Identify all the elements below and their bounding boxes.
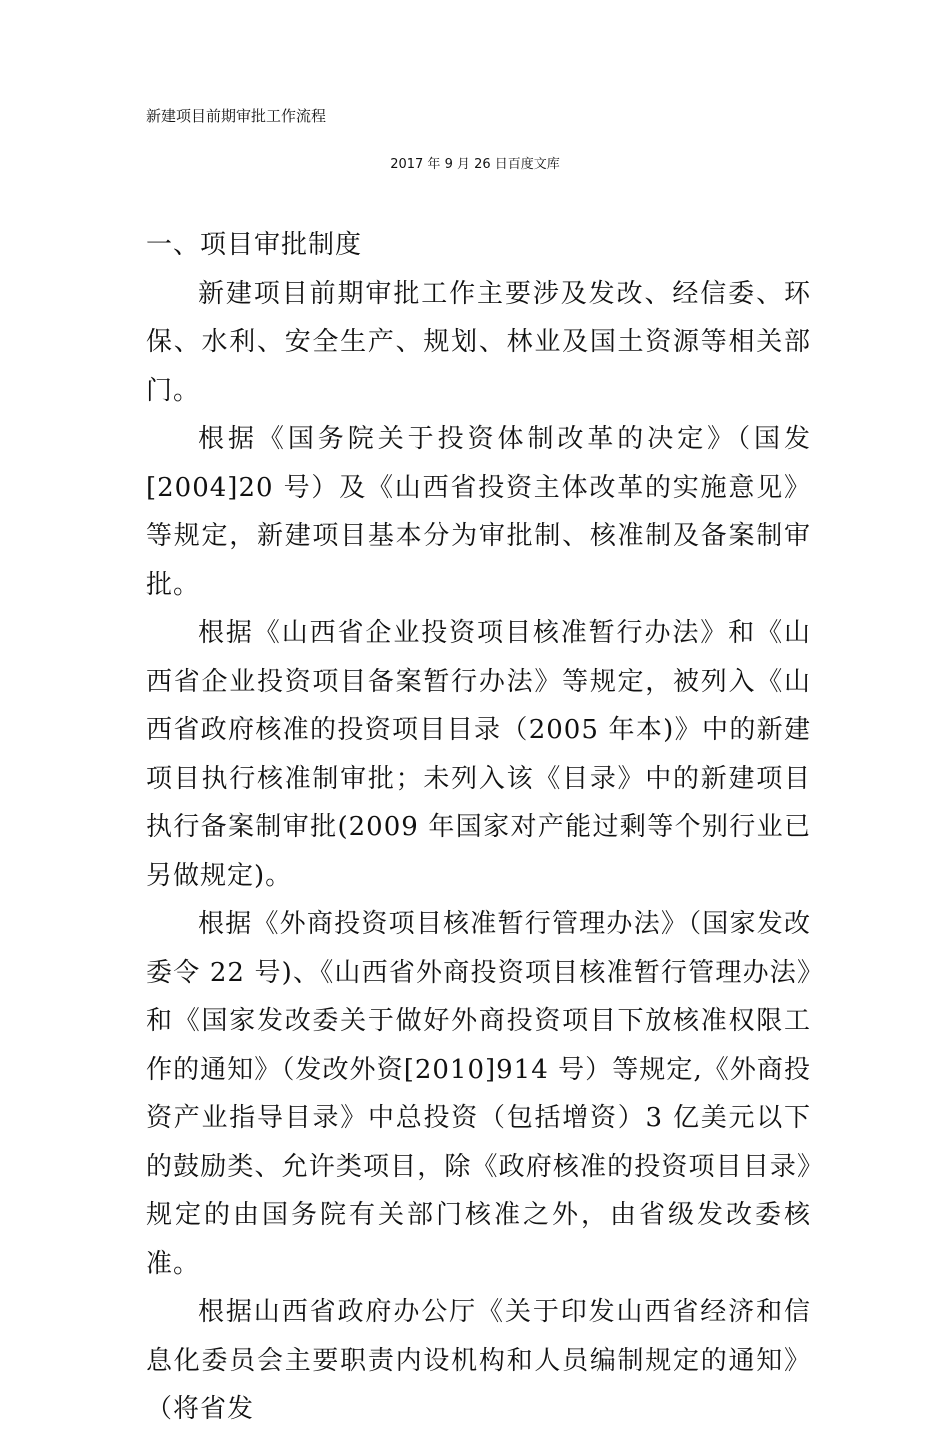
document-body xyxy=(146,221,811,1434)
paragraph-3: 根据《山西省企业投资项目核准暂行办法》和《山西省企业投资项目备案暂行办法》等规定，被列入《山西省政府核准的投资项目目录（2005 年本)》中的新建项目执行核准制审批；未列入该《目录》中的新建项目执行备案制审批(2009 年国家对产能过剩等个别行业已另做规定)。 xyxy=(146,618,811,891)
document-title: 新建项目前期审批工作流程 xyxy=(146,107,327,125)
paragraph-1: 新建项目前期审批工作主要涉及发改、经信委、环保、水利、安全生产、规划、林业及国土资源等相关部门。 xyxy=(146,278,811,406)
paragraph-5: 根据山西省政府办公厅《关于印发山西省经济和信息化委员会主要职责内设机构和人员编制规定的通知》（将省发 xyxy=(146,1297,811,1424)
section-heading: 一、项目审批制度 xyxy=(146,230,363,260)
paragraph-2: 根据《国务院关于投资体制改革的决定》（国发[2004]20 号）及《山西省投资主体改革的实施意见》等规定，新建项目基本分为审批制、核准制及备案制审批。 xyxy=(146,424,811,600)
paragraph-4: 根据《外商投资项目核准暂行管理办法》（国家发改委令 22 号)、《山西省外商投资项目核准暂行管理办法》和《国家发改委关于做好外商投资项目下放核准权限工作的通知》（发改外资[2010]914 号）等规定,《外商投资产业指导目录》中总投资（包括增资）3 亿美元以下的鼓励类、允许类项目，除《政府核准的投资项目目录》规定的由国务院有关部门核准之外，由省级发改委核准。 xyxy=(146,909,811,1279)
document-date-line: 2017 年 9 月 26 日百度文库 xyxy=(390,157,560,172)
